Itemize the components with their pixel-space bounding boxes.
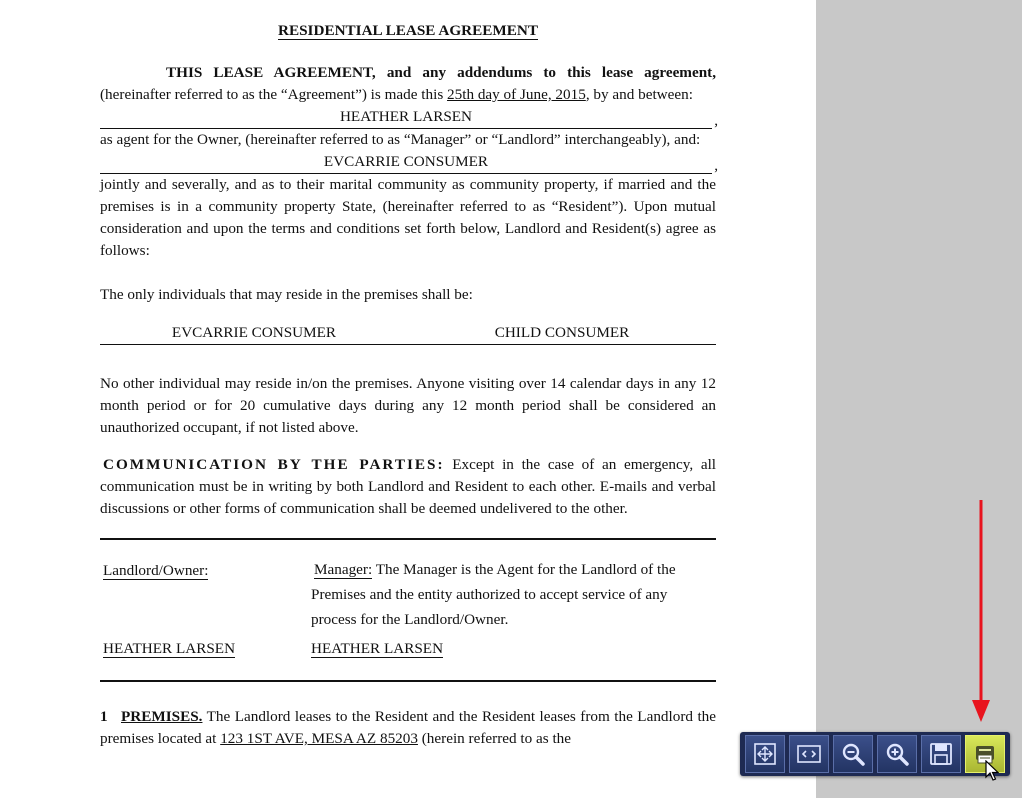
occupant-name: EVCARRIE CONSUMER [171,324,337,341]
premises-address: 123 1ST AVE, MESA AZ 85203 [220,730,418,747]
save-icon [928,741,954,767]
landlord-name: HEATHER LARSEN [103,640,236,657]
manager-column [311,557,716,632]
divider [100,680,716,682]
landlord-label: Landlord/Owner: [103,562,209,579]
viewer-toolbar [740,732,1010,776]
fit-page-icon [752,741,778,767]
manager-description: as agent for the Owner, (hereinafter referred to as “Manager” or “Landlord” interchangeably), and: [100,131,701,148]
premises-paragraph: 1 PREMISES. The Landlord leases to the Resident and the Resident leases from the Landlord the premises located at 123 1ST AVE, MESA AZ 85203 (herein referred to as the [100,708,716,747]
parties-block [100,560,716,632]
red-arrow-annotation [972,500,990,722]
fit-width-button[interactable] [789,735,829,773]
communication-heading: COMMUNICATION BY THE PARTIES: [103,456,445,473]
occupants-intro: The only individuals that may reside in the premises shall be: [100,286,473,303]
parties-names [100,638,716,660]
zoom-out-icon [840,741,866,767]
save-button[interactable] [921,735,961,773]
manager-name: HEATHER LARSEN [311,640,444,657]
communication-paragraph: COMMUNICATION BY THE PARTIES: Except in the case of an emergency, all communication must be in writing by both Landlord and Resident to each other. E-mails and verbal discussions or other forms of communication shall be deemed undelivered to the other. [100,456,717,517]
premises-heading: PREMISES. [121,708,203,725]
resident-description: jointly and severally, and as to their marital community as community property, if married and the premises is in a community property State, (hereinafter referred to as “Resident”). Upon mutual consideration and upon the terms and conditions set forth below, Landlord and Resident(s) agree as follows: [100,176,716,259]
fit-width-icon [796,741,822,767]
manager-name-line: HEATHER LARSEN , [100,106,712,129]
occupants-rule: No other individual may reside in/on the premises. Anyone visiting over 14 calendar days in any 12 month period or for 20 cumulative days during any 12 month period shall be considered an unauthorized occupant, if not listed above. [100,375,716,436]
lease-document [100,20,716,750]
manager-text: The Manager is the Agent for the Landlord of the Premises and the entity authorized to accept service of any process for the Landlord/Owner. [311,561,676,628]
zoom-in-icon [884,741,910,767]
divider [100,538,716,540]
fit-page-button[interactable] [745,735,785,773]
landlord-column [100,560,311,632]
intro-paragraph: THIS LEASE AGREEMENT, and any addendums to this lease agreement, (hereinafter referred to as the “Agreement”) is made this 25th day of June, 2015, by and between: [100,64,716,103]
zoom-out-button[interactable] [833,735,873,773]
resident-name-line: EVCARRIE CONSUMER , [100,151,712,174]
agreement-date: 25th day of June, 2015 [447,86,586,103]
manager-label: Manager: [314,561,373,578]
zoom-in-button[interactable] [877,735,917,773]
mouse-cursor-icon [985,760,999,782]
document-title: RESIDENTIAL LEASE AGREEMENT [278,22,538,39]
occupants-row [100,322,716,345]
occupant-name: CHILD CONSUMER [494,324,630,341]
